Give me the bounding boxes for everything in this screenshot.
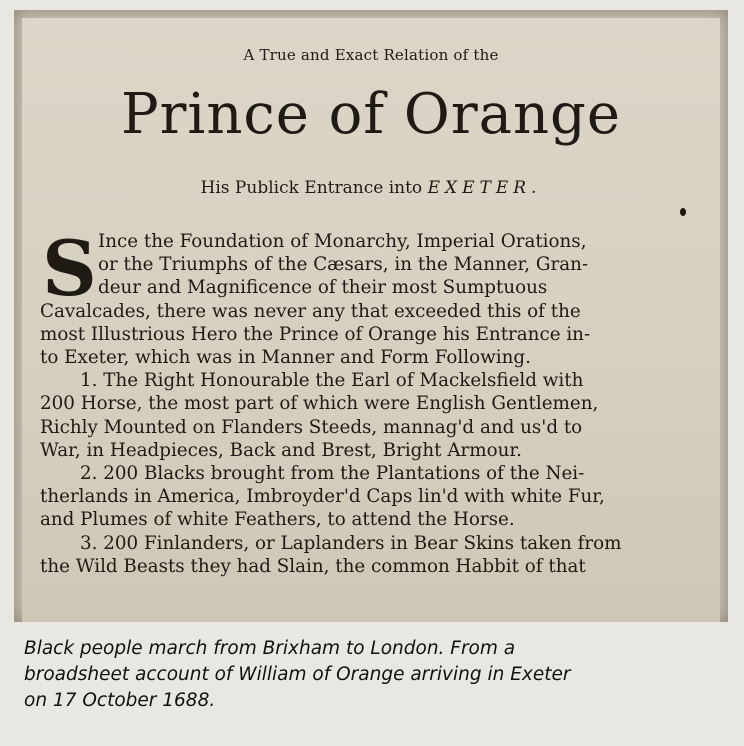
body-line: and Plumes of white Feathers, to attend the Horse. [40, 509, 515, 531]
body-line: most Illustrious Hero the Prince of Orange his Entrance in- [40, 323, 591, 345]
body-line: Cavalcades, there was never any that exceeded this of the [40, 300, 581, 322]
document-title: Prince of Orange [120, 82, 622, 147]
body-line: Richly Mounted on Flanders Steeds, mannag'd and us'd to [40, 416, 583, 438]
body-text [40, 224, 704, 578]
ink-spot [680, 208, 686, 216]
subtitle-city: EXETER. [427, 178, 542, 198]
body-line: 3. 200 Finlanders, or Laplanders in Bear Skins taken from [80, 532, 622, 554]
broadsheet-paper [22, 18, 720, 622]
body-line: or the Triumphs of the Cæsars, in the Manner, Gran- [98, 254, 589, 276]
body-line: 1. The Right Honourable the Earl of Mackelsfield with [80, 370, 584, 392]
body-line: deur and Magnificence of their most Sumptuous [98, 277, 548, 299]
document-subtitle [22, 178, 720, 198]
body-line: therlands in America, Imbroyder'd Caps lin'd with white Fur, [40, 486, 605, 508]
body-line: 2. 200 Blacks brought from the Plantations of the Nei- [80, 463, 585, 485]
broadsheet-scan [14, 10, 728, 622]
body-line: to Exeter, which was in Manner and Form Following. [40, 347, 531, 369]
caption-line: on 17 October 1688. [24, 690, 216, 711]
body-line: Ince the Foundation of Monarchy, Imperial Orations, [98, 231, 587, 252]
body-line: War, in Headpieces, Back and Brest, Bright Armour. [40, 439, 522, 461]
body-line: the Wild Beasts they had Slain, the common Habbit of that [40, 555, 586, 577]
caption-line: Black people march from Brixham to London. From a [24, 638, 516, 659]
subtitle-prefix: His Publick Entrance into [200, 178, 423, 198]
drop-cap: S [42, 224, 97, 313]
image-caption [24, 636, 724, 714]
body-line: 200 Horse, the most part of which were English Gentlemen, [40, 393, 599, 415]
header-small: A True and Exact Relation of the [243, 46, 499, 64]
caption-line: broadsheet account of William of Orange arriving in Exeter [24, 664, 571, 685]
